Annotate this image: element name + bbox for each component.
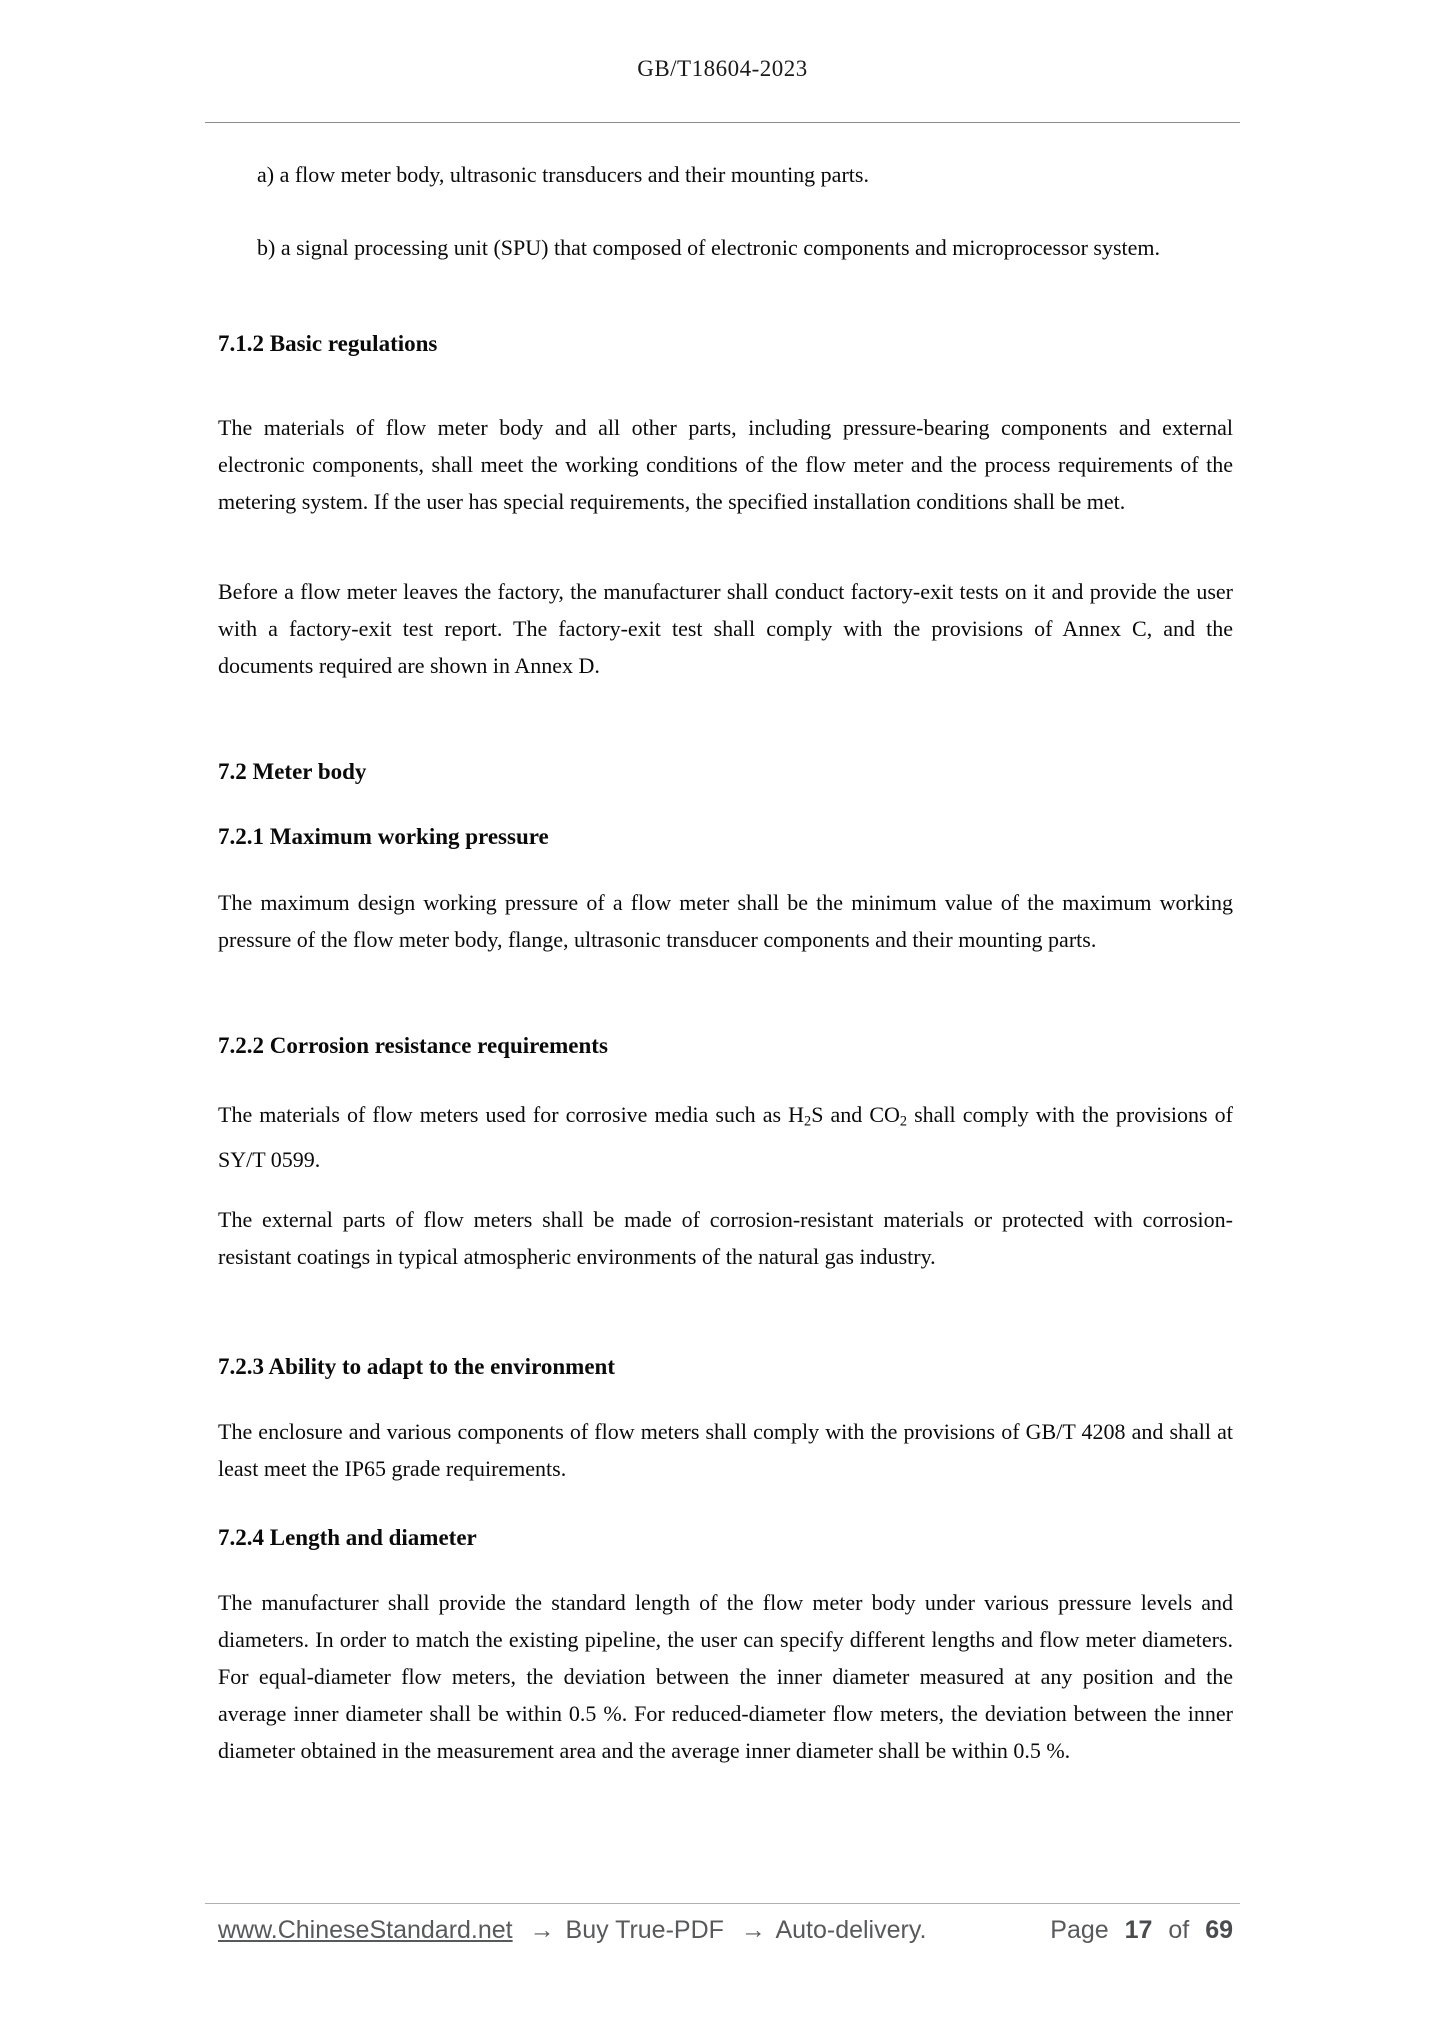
current-page-number: 17 [1124,1916,1153,1944]
total-page-number: 69 [1205,1916,1233,1944]
section-heading-corrosion-resistance: 7.2.2 Corrosion resistance requirements [218,1033,608,1058]
footer-delivery-label: Auto-delivery. [775,1916,927,1944]
footer-site-info [218,1916,932,1945]
section-heading-length-diameter: 7.2.4 Length and diameter [218,1525,477,1550]
footer-divider [205,1903,1240,1904]
of-label: of [1168,1916,1190,1944]
page-indicator [1041,1916,1233,1945]
page-label: Page [1050,1916,1109,1944]
h2s-subscript: 2 [804,1113,812,1130]
section-heading-environment: 7.2.3 Ability to adapt to the environment [218,1354,615,1379]
paragraph-corrosive-media [218,1096,1233,1178]
site-url-link[interactable]: www.ChineseStandard.net [218,1916,513,1944]
section-heading-basic-regulations: 7.1.2 Basic regulations [218,331,438,356]
footer-buy-label: Buy True-PDF [565,1916,724,1944]
document-content [218,0,1233,2044]
corrosive-text-seg3: shall comply with the provisions of SY/T 0599. [218,1102,1233,1172]
right-arrow-icon: → [529,1916,555,1944]
section-heading-meter-body: 7.2 Meter body [218,759,367,784]
right-arrow-icon: → [740,1916,766,1944]
list-item-a: a) a flow meter body, ultrasonic transducers and their mounting parts. [257,162,869,187]
list-item-b: b) a signal processing unit (SPU) that composed of electronic components and microprocessor system. [257,235,1161,260]
corrosive-text-seg1: The materials of flow meters used for corrosive media such as H [218,1102,805,1127]
paragraph-factory-exit: Before a flow meter leaves the factory, the manufacturer shall conduct factory-exit tests on it and provide the user with a factory-exit test report. The factory-exit test shall comply with the provisions of Annex C, and the documents required are shown in Annex D. [218,579,1233,678]
paragraph-length-diameter: The manufacturer shall provide the standard length of the flow meter body under various pressure levels and diameters. In order to match the existing pipeline, the user can specify different lengths and flow meter diameters. For equal-diameter flow meters, the deviation between the inner diameter measured at any position and the average inner diameter shall be within 0.5 %. For reduced-diameter flow meters, the deviation between the inner diameter obtained in the measurement area and the average inner diameter shall be within 0.5 %. [218,1590,1233,1763]
page-footer [218,1916,1233,1945]
paragraph-materials: The materials of flow meter body and all other parts, including pressure-bearing components and external electronic components, shall meet the working conditions of the flow meter and the process requirements of the metering system. If the user has special requirements, the specified installation conditions shall be met. [218,415,1233,514]
document-number: GB/T18604-2023 [637,56,808,81]
paragraph-enclosure: The enclosure and various components of flow meters shall comply with the provisions of GB/T 4208 and shall at least meet the IP65 grade requirements. [218,1419,1233,1481]
corrosive-text-seg2: S and CO [811,1102,900,1127]
co2-subscript: 2 [899,1113,908,1130]
paragraph-external-parts: The external parts of flow meters shall be made of corrosion-resistant materials or protected with corrosion-resistant coatings in typical atmospheric environments of the natural gas industry. [218,1207,1233,1269]
section-heading-max-working-pressure: 7.2.1 Maximum working pressure [218,824,549,849]
paragraph-max-working-pressure: The maximum design working pressure of a flow meter shall be the minimum value of the maximum working pressure of the flow meter body, flange, ultrasonic transducer components and their mounting parts. [218,890,1233,952]
